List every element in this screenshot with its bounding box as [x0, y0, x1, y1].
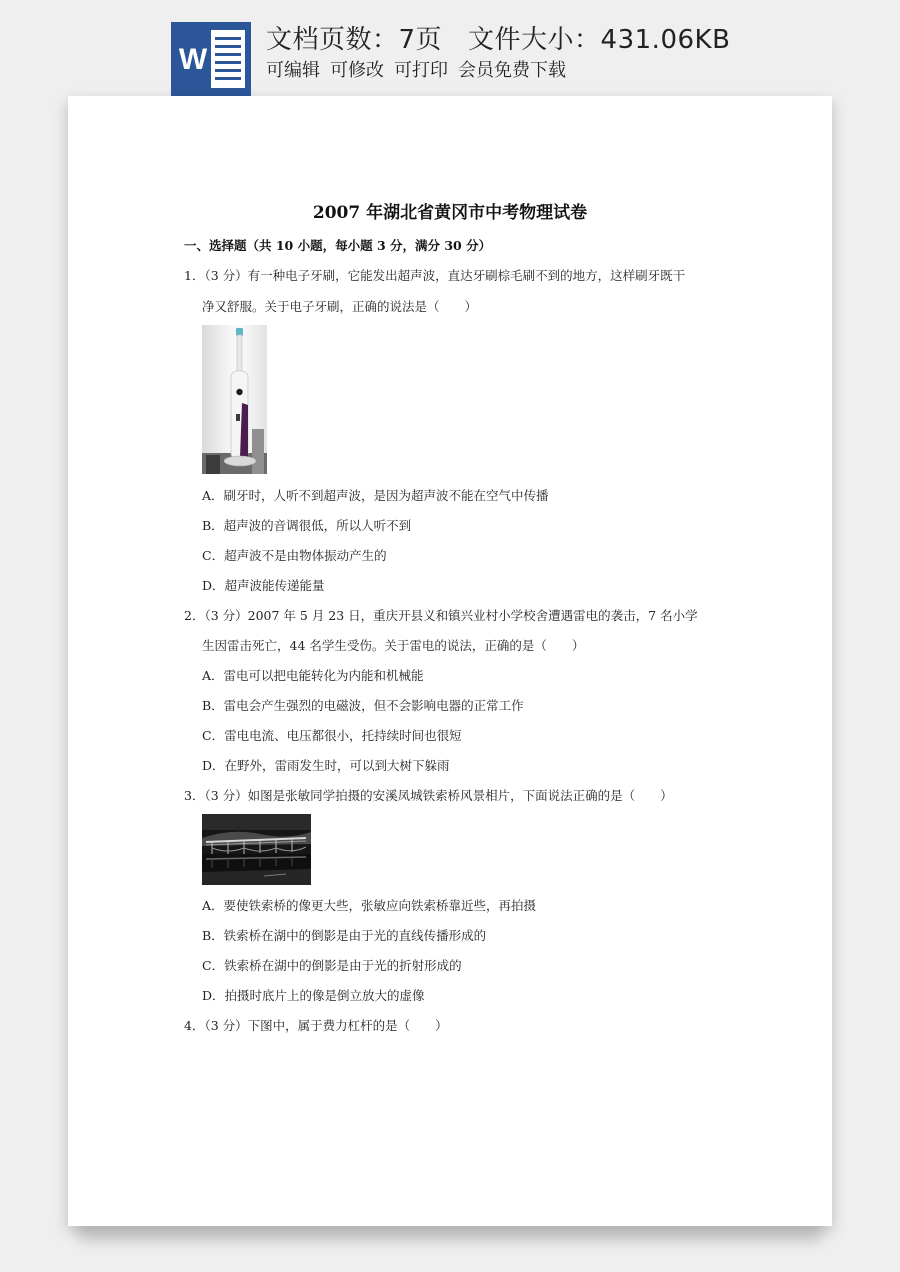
file-info-line [266, 19, 730, 56]
question-1-line-2: 净又舒服。关于电子牙刷，正确的说法是（ ） [202, 299, 478, 314]
electric-toothbrush-photo [202, 325, 267, 474]
question-4-line-1: 4．（3 分）下图中，属于费力杠杆的是（ ） [184, 1018, 448, 1033]
question-3-line-1: 3．（3 分）如图是张敏同学拍摄的安溪凤城铁索桥风景相片，下面说法正确的是（ ） [184, 788, 673, 803]
question-3-option-a: A．要使铁索桥的像更大些，张敏应向铁索桥靠近些，再拍摄 [202, 898, 537, 913]
question-2-option-d: D．在野外，雷雨发生时，可以到大树下躲雨 [202, 758, 450, 773]
bridge-night-photo [202, 814, 311, 885]
question-1-line-1: 1．（3 分）有一种电子牙刷，它能发出超声波，直达牙刷棕毛刷不到的地方，这样刷牙既干 [184, 268, 686, 283]
file-size-text: 文件大小：431.06KB [468, 25, 731, 55]
question-1-option-b: B．超声波的音调很低，所以人听不到 [202, 518, 412, 533]
word-document-icon [171, 22, 251, 96]
question-1-option-c: C．超声波不是由物体振动产生的 [202, 548, 387, 563]
question-2-line-1: 2．（3 分）2007 年 5 月 23 日，重庆开县义和镇兴业村小学校舍遭遇雷电的袭击，7 名小学 [184, 608, 698, 623]
feature-list [266, 56, 576, 82]
question-1-option-a: A．刷牙时，人听不到超声波，是因为超声波不能在空气中传播 [202, 488, 549, 503]
question-2-option-b: B．雷电会产生强烈的电磁波，但不会影响电器的正常工作 [202, 698, 524, 713]
feature-editable: 可编辑 [266, 60, 320, 81]
feature-member-download: 会员免费下载 [458, 60, 566, 81]
document-title: 2007 年湖北省黄冈市中考物理试卷 [312, 203, 588, 223]
question-3-option-d: D．拍摄时底片上的像是倒立放大的虚像 [202, 988, 425, 1003]
question-2-line-2: 生因雷击死亡，44 名学生受伤。关于雷电的说法，正确的是（ ） [202, 638, 585, 653]
question-2-option-c: C．雷电电流、电压都很小，托持续时间也很短 [202, 728, 462, 743]
word-icon-letter: W [178, 43, 208, 76]
question-1-option-d: D．超声波能传递能量 [202, 578, 325, 593]
section-heading: 一、选择题（共 10 小题，每小题 3 分，满分 30 分） [184, 238, 492, 253]
feature-printable: 可打印 [394, 60, 448, 81]
document-page [68, 96, 832, 1226]
question-2-option-a: A．雷电可以把电能转化为内能和机械能 [202, 668, 424, 683]
feature-modifiable: 可修改 [330, 60, 384, 81]
page-count-text: 文档页数：7页 [266, 25, 443, 55]
question-3-option-c: C．铁索桥在湖中的倒影是由于光的折射形成的 [202, 958, 462, 973]
question-3-option-b: B．铁索桥在湖中的倒影是由于光的直线传播形成的 [202, 928, 487, 943]
download-banner [0, 0, 900, 96]
